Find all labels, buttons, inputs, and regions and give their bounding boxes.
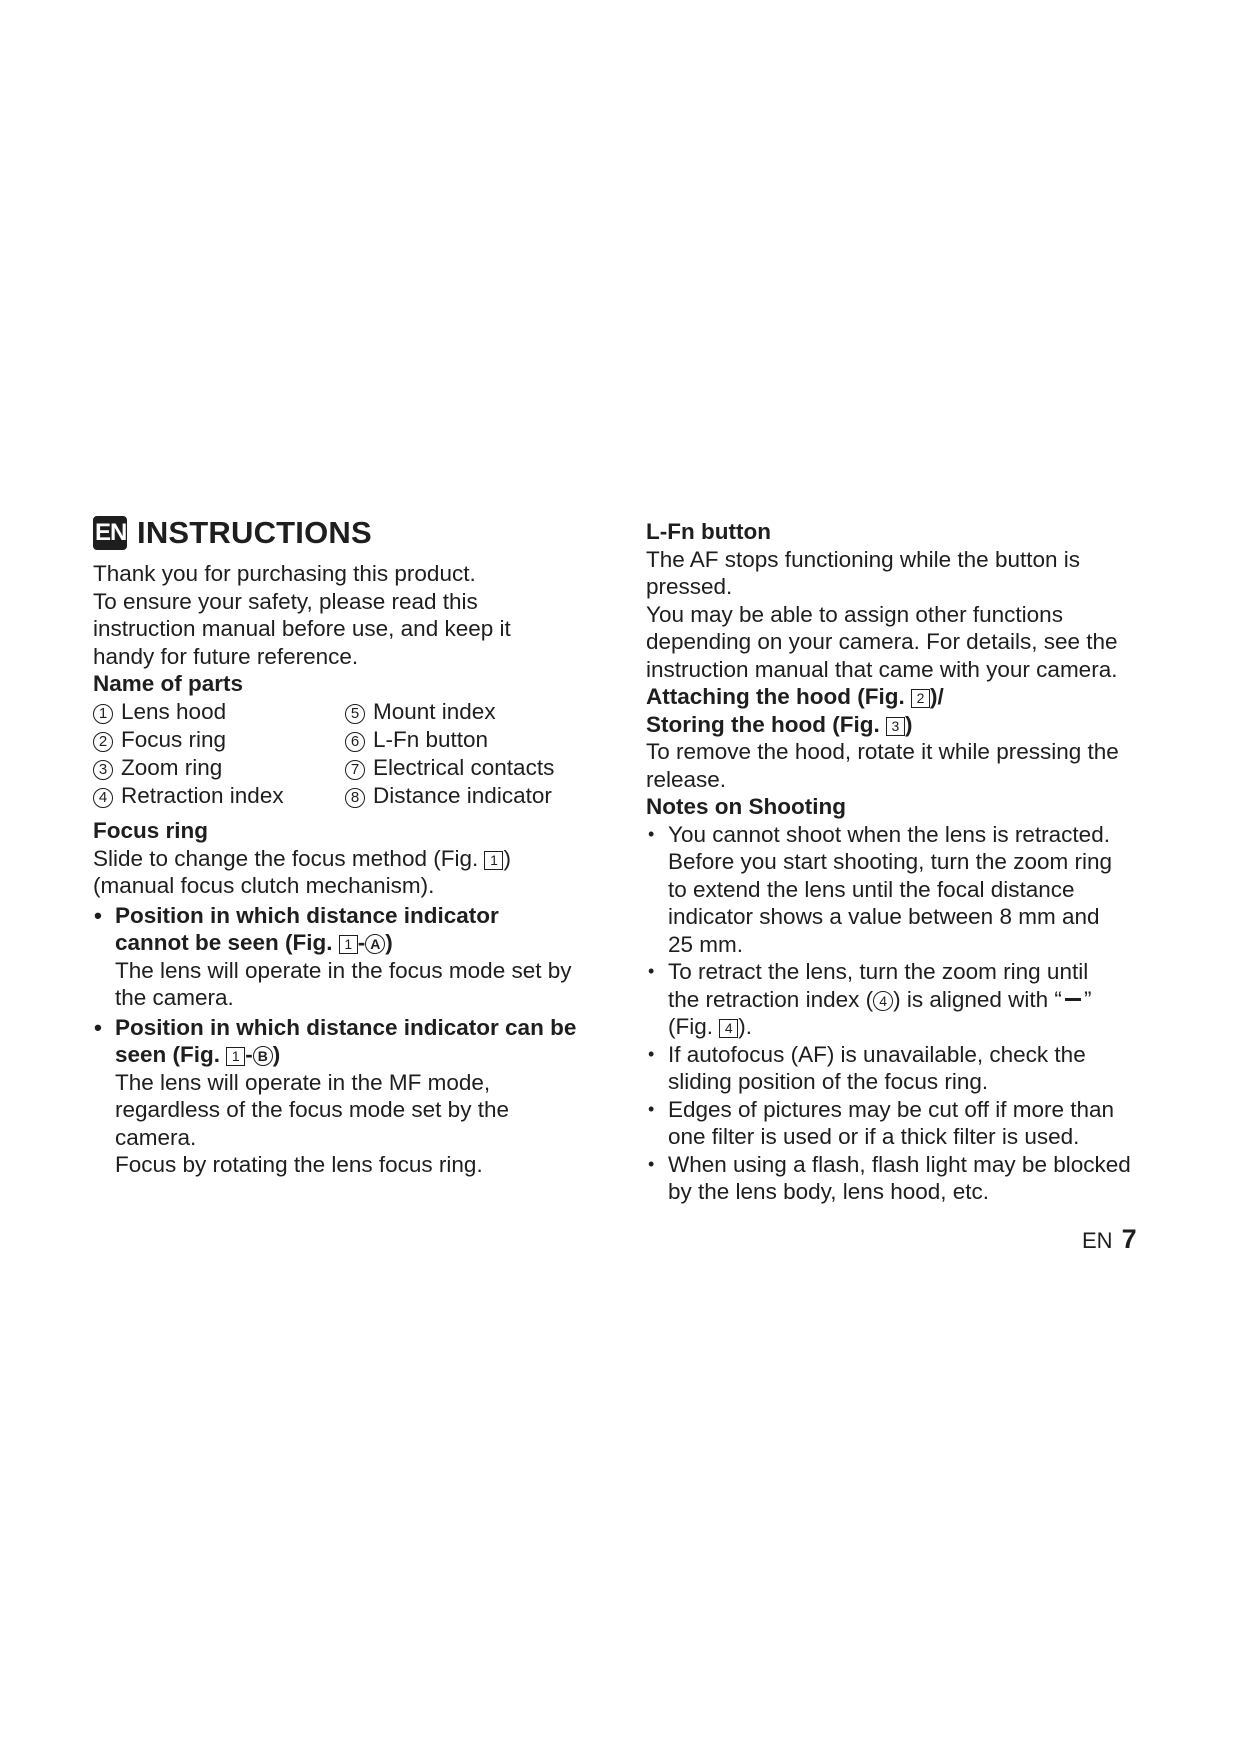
position-a-title-text: -: [357, 930, 366, 955]
marker-a-icon: A: [365, 934, 385, 954]
part-label: Focus ring: [121, 727, 227, 752]
number-4-icon: 4: [873, 991, 893, 1011]
note-item: [646, 958, 1186, 1041]
position-a-body: the camera.: [115, 985, 234, 1010]
note-line: indicator shows a value between 8 mm and: [668, 904, 1100, 929]
part-label: Mount index: [373, 699, 496, 724]
number-8-icon: 8: [345, 788, 365, 808]
part-item: [345, 754, 554, 782]
attaching-hood-heading: [646, 683, 1186, 711]
figure-1-icon: 1: [339, 935, 358, 954]
number-4-icon: 4: [93, 788, 113, 808]
position-a-item: [93, 902, 613, 1012]
page-title: INSTRUCTIONS: [137, 515, 372, 550]
position-a-title-text: cannot be seen (Fig.: [115, 930, 339, 955]
intro-line: handy for future reference.: [93, 643, 359, 669]
bullet-icon: •: [648, 823, 655, 844]
page-footer: [1082, 1224, 1137, 1255]
part-item: [345, 726, 488, 754]
bullet-icon: •: [648, 1153, 655, 1174]
figure-1-icon: 1: [226, 1047, 245, 1066]
number-1-icon: 1: [93, 704, 113, 724]
note-line: To retract the lens, turn the zoom ring until: [668, 959, 1089, 984]
page-number: 7: [1121, 1224, 1137, 1254]
focus-ring-heading: Focus ring: [93, 818, 209, 843]
number-3-icon: 3: [93, 760, 113, 780]
note-text: ”: [1083, 986, 1092, 1012]
note-line: to extend the lens until the focal distance: [668, 876, 1075, 902]
note-line: 25 mm.: [668, 931, 744, 957]
note-line: You cannot shoot when the lens is retracted.: [668, 821, 1110, 847]
number-7-icon: 7: [345, 760, 365, 780]
part-item: [345, 698, 496, 726]
name-of-parts-heading: Name of parts: [93, 671, 244, 696]
position-a-body: The lens will operate in the focus mode set by: [115, 957, 572, 983]
storing-hood-text: ): [904, 711, 913, 737]
lfn-line: depending on your camera. For details, see the: [646, 629, 1118, 654]
note-text: the retraction index (: [668, 986, 874, 1012]
notes-heading: Notes on Shooting: [646, 794, 846, 819]
note-line: sliding position of the focus ring.: [668, 1069, 989, 1094]
note-item: [646, 821, 1186, 959]
bullet-icon: •: [648, 1043, 655, 1064]
position-a-title: Position in which distance indicator: [115, 902, 499, 928]
part-item: [93, 726, 226, 754]
part-label: Retraction index: [121, 783, 284, 808]
intro-line: instruction manual before use, and keep it: [93, 616, 511, 641]
focus-ring-text: Slide to change the focus method (Fig.: [93, 845, 485, 871]
part-item: [93, 782, 284, 810]
note-line: [668, 986, 1186, 1014]
bullet-icon: •: [94, 1014, 102, 1040]
figure-2-icon: 2: [911, 689, 930, 708]
note-item: [646, 1096, 1186, 1151]
note-line: one filter is used or if a thick filter is used.: [668, 1124, 1080, 1149]
position-b-body: Focus by rotating the lens focus ring.: [115, 1152, 483, 1177]
intro-line: Thank you for purchasing this product.: [93, 561, 476, 586]
position-b-title: Position in which distance indicator can be: [115, 1014, 577, 1040]
attaching-hood-text: Attaching the hood (Fig.: [646, 684, 911, 709]
note-text: ) is aligned with “: [893, 986, 1062, 1012]
position-b-body: camera.: [115, 1124, 197, 1150]
part-label: L-Fn button: [373, 727, 489, 752]
hood-line: release.: [646, 766, 727, 792]
position-b-title-text: -: [245, 1042, 253, 1067]
figure-3-icon: 3: [886, 717, 905, 736]
intro-paragraph: [93, 560, 613, 670]
lfn-line: instruction manual that came with your camera.: [646, 656, 1118, 682]
storing-hood-text: Storing the hood (Fig.: [646, 711, 886, 737]
retraction-dash-icon: [1065, 998, 1081, 1001]
hood-line: To remove the hood, rotate it while pressing the: [646, 739, 1119, 764]
bullet-icon: •: [648, 1098, 655, 1119]
figure-1-icon: 1: [484, 851, 503, 870]
storing-hood-heading: [646, 711, 1186, 739]
en-language-badge: EN: [93, 516, 127, 550]
number-5-icon: 5: [345, 704, 365, 724]
notes-list: [646, 821, 1186, 1206]
position-b-title: [115, 1041, 613, 1069]
number-2-icon: 2: [93, 732, 113, 752]
position-b-body: The lens will operate in the MF mode,: [115, 1069, 491, 1095]
part-label: Lens hood: [121, 699, 227, 724]
note-line: [668, 1013, 1186, 1041]
focus-ring-line: [93, 845, 613, 873]
part-label: Electrical contacts: [373, 755, 555, 780]
position-a-title-text: ): [385, 930, 393, 955]
note-line: Before you start shooting, turn the zoom ring: [668, 849, 1112, 874]
lfn-line: pressed.: [646, 574, 733, 599]
title-row: [93, 515, 372, 551]
position-b-title-text: ): [272, 1042, 281, 1067]
note-text: ).: [738, 1014, 753, 1039]
part-label: Distance indicator: [373, 783, 552, 808]
bullet-icon: •: [94, 902, 102, 928]
part-item: [345, 782, 552, 810]
position-a-title: [115, 929, 613, 957]
focus-ring-text: ): [503, 845, 511, 871]
part-label: Zoom ring: [121, 755, 223, 780]
focus-ring-section: [93, 817, 613, 1179]
position-b-item: [93, 1014, 613, 1179]
lfn-line: The AF stops functioning while the button is: [646, 546, 1081, 572]
focus-ring-line: (manual focus clutch mechanism).: [93, 873, 435, 898]
lfn-button-heading: L-Fn button: [646, 519, 771, 544]
attaching-hood-text: )/: [929, 684, 944, 709]
note-line: Edges of pictures may be cut off if more than: [668, 1096, 1115, 1122]
number-6-icon: 6: [345, 732, 365, 752]
note-item: [646, 1041, 1186, 1096]
parts-list: [93, 698, 613, 818]
lfn-line: You may be able to assign other functions: [646, 601, 1063, 627]
footer-language: EN: [1082, 1228, 1113, 1253]
marker-b-icon: B: [253, 1046, 273, 1066]
note-line: If autofocus (AF) is unavailable, check the: [668, 1041, 1086, 1067]
position-b-body: regardless of the focus mode set by the: [115, 1097, 509, 1122]
note-item: [646, 1151, 1186, 1206]
intro-line: To ensure your safety, please read this: [93, 588, 478, 614]
part-item: [93, 754, 222, 782]
position-b-title-text: seen (Fig.: [115, 1042, 227, 1067]
note-line: When using a flash, flash light may be blocked: [668, 1151, 1131, 1177]
note-line: by the lens body, lens hood, etc.: [668, 1179, 990, 1204]
bullet-icon: •: [648, 961, 655, 981]
note-text: (Fig.: [668, 1014, 720, 1039]
figure-4-icon: 4: [719, 1019, 738, 1038]
part-item: [93, 698, 226, 726]
name-of-parts-section: [93, 670, 613, 698]
lfn-button-section: [646, 518, 1186, 1206]
